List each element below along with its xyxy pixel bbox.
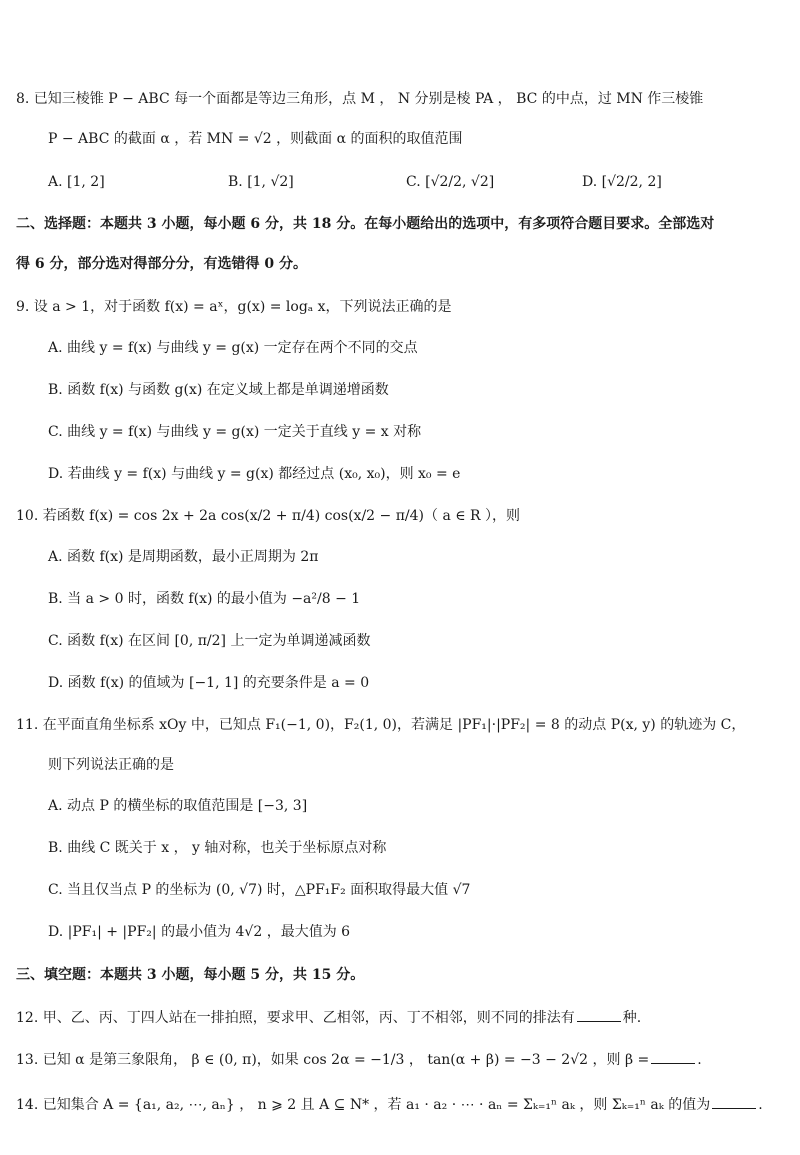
q9-option-c: C. 曲线 y = f(x) 与曲线 y = g(x) 一定关于直线 y = x 对称 — [48, 424, 422, 440]
q10-stem: 10. 若函数 f(x) = cos 2x + 2a cos(x/2 + π/4) cos(x/2 − π/4)（ a ∈ R ），则 — [16, 508, 521, 524]
q14-answer-blank — [712, 1094, 756, 1109]
q12-text: 12. 甲、乙、丙、丁四人站在一排拍照，要求甲、乙相邻，丙、丁不相邻，则不同的排法有 — [16, 1010, 575, 1026]
q11-stem-line2: 则下列说法正确的是 — [48, 757, 174, 773]
q8-options — [0, 171, 800, 193]
q8-stem-line2: P − ABC 的截面 α ，若 MN = √2 ，则截面 α 的面积的取值范围 — [48, 131, 463, 147]
q11-stem: 11. 在平面直角坐标系 xOy 中，已知点 F₁(−1, 0)，F₂(1, 0)，若满足 |PF₁|·|PF₂| = 8 的动点 P(x, y) 的轨迹为 C， — [16, 717, 746, 733]
q12-text-after: 种. — [622, 1010, 642, 1026]
q14-text-after: . — [758, 1097, 763, 1113]
q12-line — [16, 1007, 641, 1029]
q13-text-after: . — [697, 1052, 702, 1068]
q13-line — [16, 1049, 702, 1071]
q13-answer-blank — [651, 1049, 695, 1064]
section3-heading: 三、填空题：本题共 3 小题，每小题 5 分，共 15 分。 — [16, 967, 365, 983]
q8-option-c: C. [√2/2, √2] — [406, 174, 495, 190]
q12-answer-blank — [577, 1007, 621, 1022]
q13-text: 13. 已知 α 是第三象限角， β ∈ (0, π)，如果 cos 2α = −1/3 ， tan(α + β) = −3 − 2√2 ，则 β = — [16, 1052, 650, 1068]
section2-heading-line1: 二、选择题：本题共 3 小题，每小题 6 分，共 18 分。在每小题给出的选项中，有多项符合题目要求。全部选对 — [16, 216, 715, 232]
q14-line — [16, 1094, 763, 1116]
q9-option-d: D. 若曲线 y = f(x) 与曲线 y = g(x) 都经过点 (x₀, x₀)，则 x₀ = e — [48, 466, 461, 482]
q14-text: 14. 已知集合 A = {a₁, a₂, ⋯, aₙ} ， n ⩾ 2 且 A ⊆ N* ，若 a₁ · a₂ · ⋯ · aₙ = Σₖ₌₁ⁿ aₖ ，则 Σₖ₌₁ⁿ aₖ 的值为 — [16, 1097, 711, 1113]
q10-option-a: A. 函数 f(x) 是周期函数，最小正周期为 2π — [48, 549, 319, 565]
q8-option-a: A. [1, 2] — [48, 174, 105, 190]
q9-stem: 9. 设 a > 1，对于函数 f(x) = aˣ，g(x) = logₐ x，下列说法正确的是 — [16, 299, 452, 315]
q11-option-c: C. 当且仅当点 P 的坐标为 (0, √7) 时，△PF₁F₂ 面积取得最大值 √7 — [48, 882, 471, 898]
q11-option-a: A. 动点 P 的横坐标的取值范围是 [−3, 3] — [48, 798, 308, 814]
q11-option-d: D. |PF₁| + |PF₂| 的最小值为 4√2 ，最大值为 6 — [48, 924, 351, 940]
q11-option-b: B. 曲线 C 既关于 x ， y 轴对称，也关于坐标原点对称 — [48, 840, 387, 856]
section2-heading-line2: 得 6 分，部分选对得部分分，有选错得 0 分。 — [16, 256, 307, 272]
q8-option-d: D. [√2/2, 2] — [582, 174, 662, 190]
q8-stem-line1: 8. 已知三棱锥 P − ABC 每一个面都是等边三角形，点 M ， N 分别是棱 PA ， BC 的中点，过 MN 作三棱锥 — [16, 91, 704, 107]
q9-option-b: B. 函数 f(x) 与函数 g(x) 在定义域上都是单调递增函数 — [48, 382, 389, 398]
q9-option-a: A. 曲线 y = f(x) 与曲线 y = g(x) 一定存在两个不同的交点 — [48, 340, 418, 356]
q10-option-b: B. 当 a > 0 时，函数 f(x) 的最小值为 −a²/8 − 1 — [48, 591, 361, 607]
q10-option-c: C. 函数 f(x) 在区间 [0, π/2] 上一定为单调递减函数 — [48, 633, 371, 649]
q10-option-d: D. 函数 f(x) 的值域为 [−1, 1] 的充要条件是 a = 0 — [48, 675, 370, 691]
q8-option-b: B. [1, √2] — [228, 174, 294, 190]
